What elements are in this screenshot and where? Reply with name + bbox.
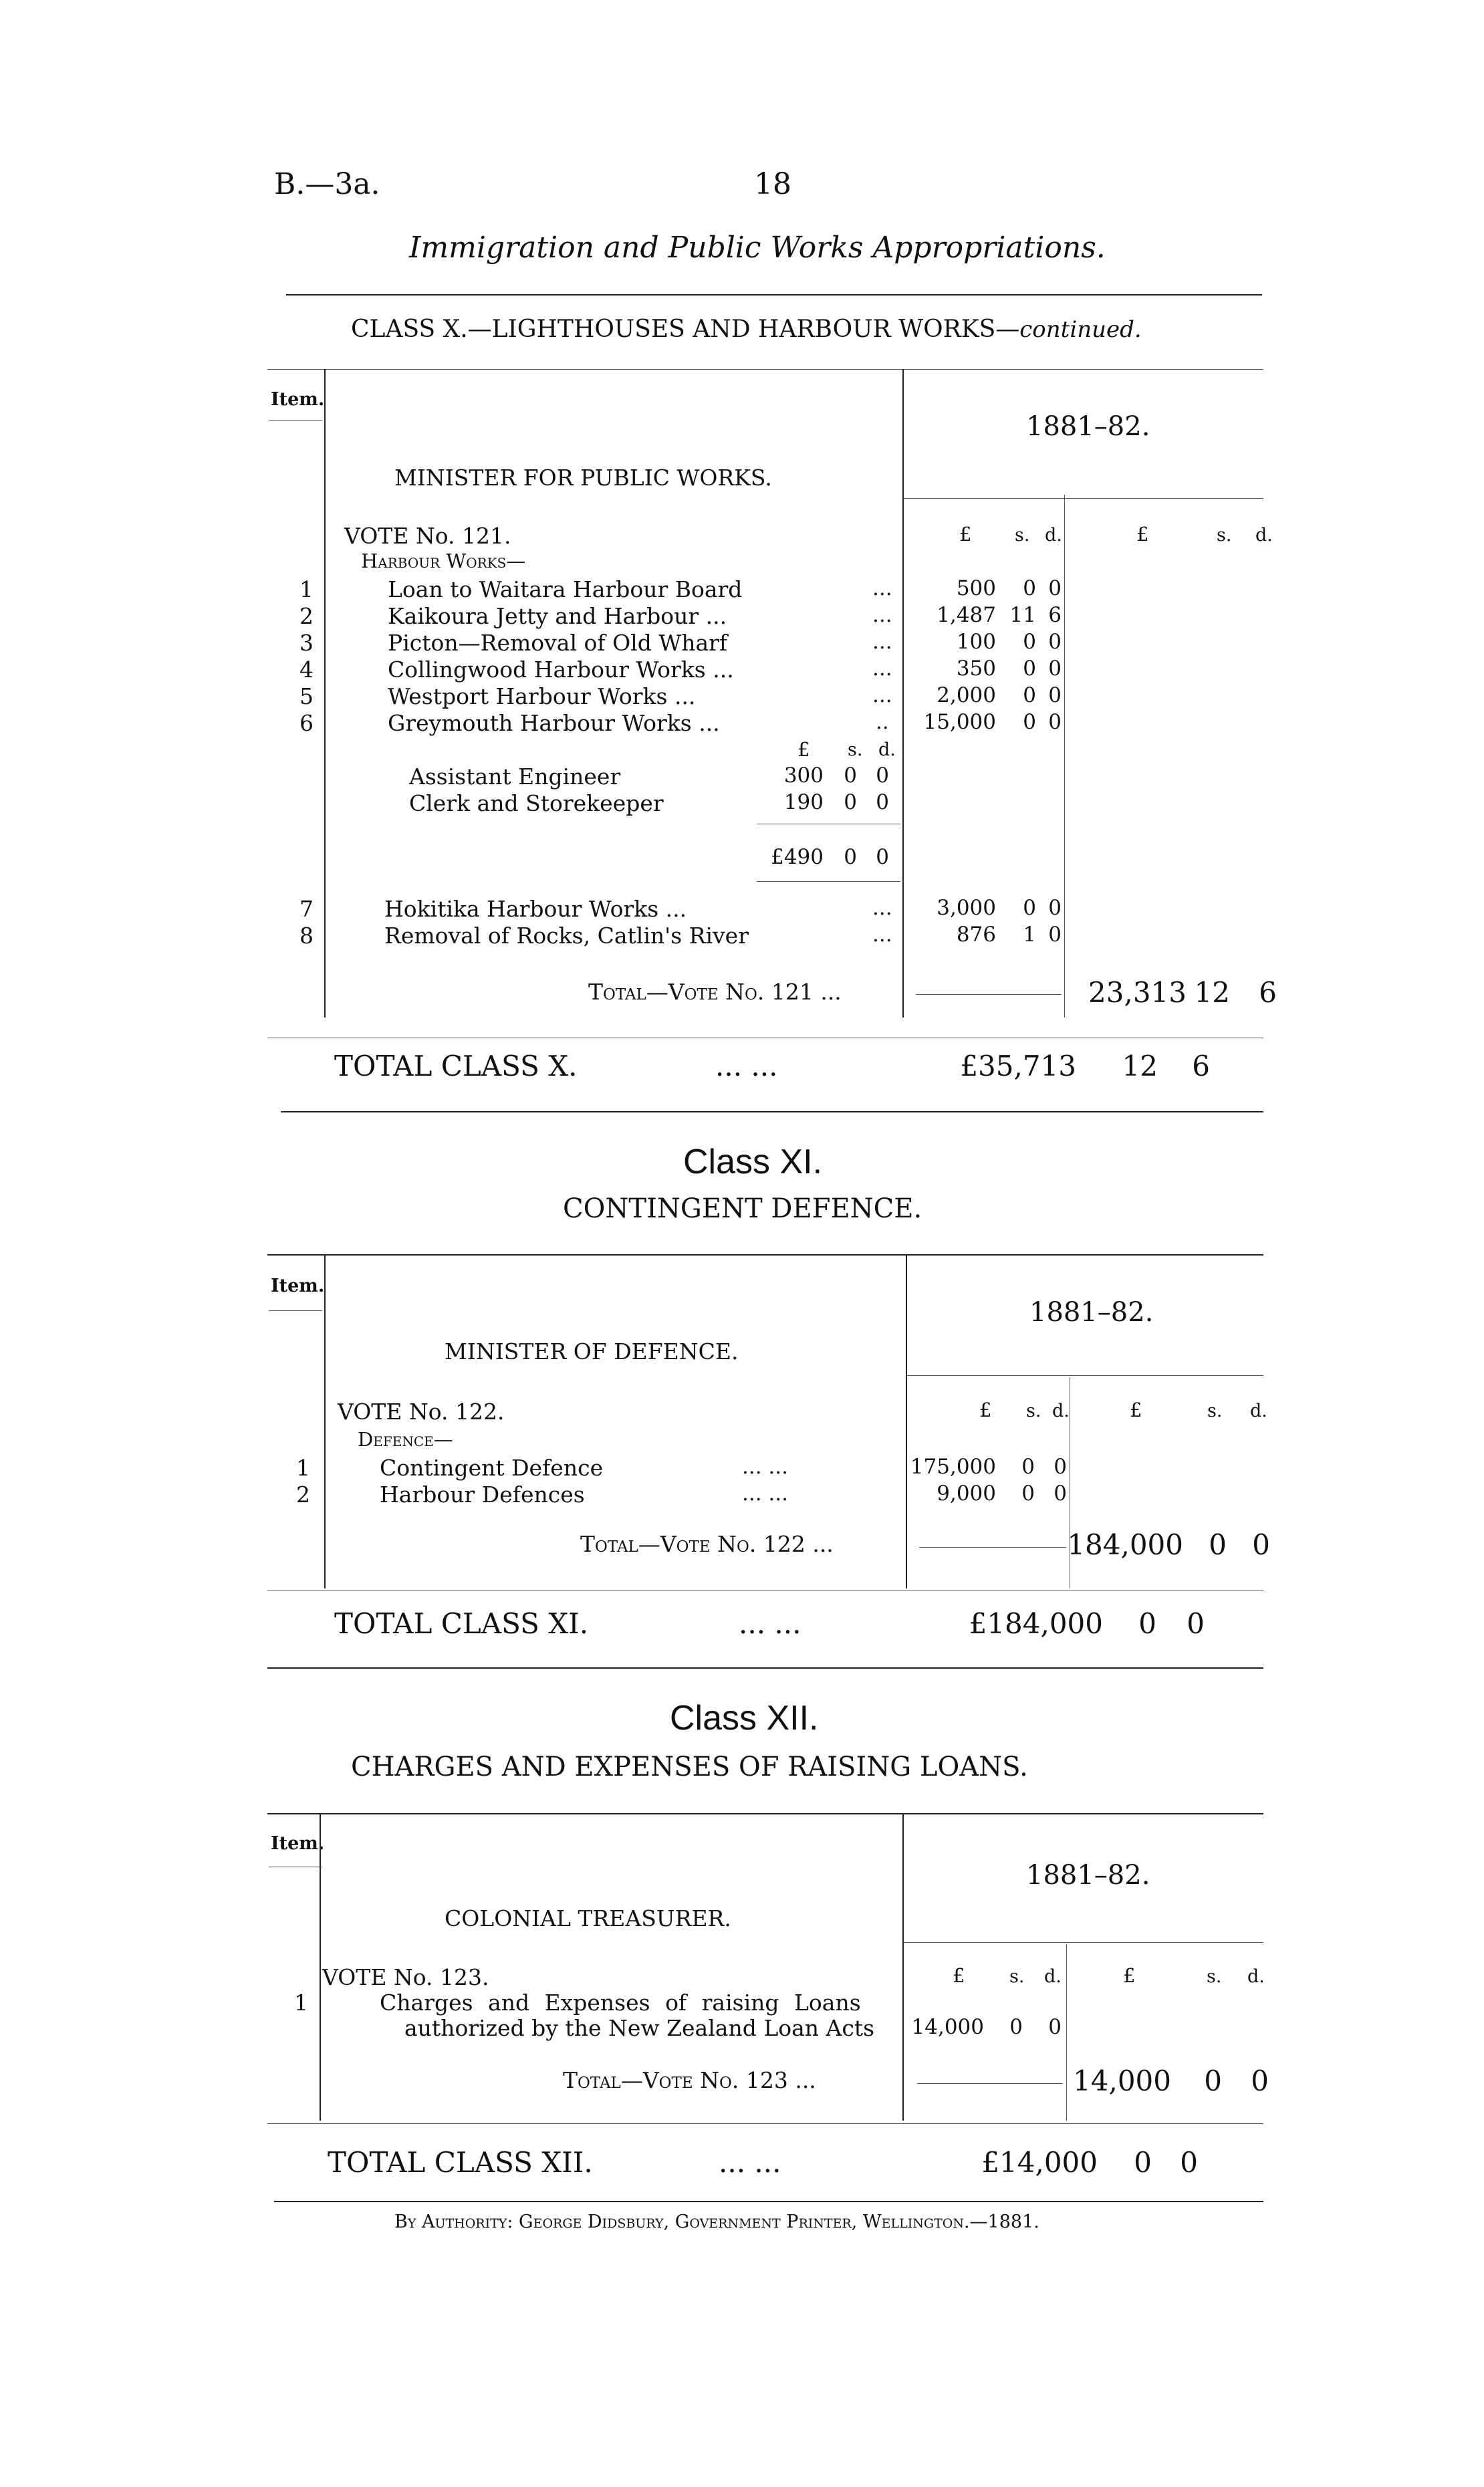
class-xi-table-top-rule <box>267 1254 1263 1256</box>
item-number: 7 <box>299 896 314 922</box>
class-x-col-pound: £ <box>959 523 972 546</box>
class-xii-col-pence-2: d. <box>1247 1966 1265 1987</box>
amount-pence: 6 <box>1048 603 1062 627</box>
class-x-vote-total-dash <box>916 994 1062 995</box>
class-x-col-shillings: s. <box>1015 525 1030 546</box>
amount-pence: 0 <box>1054 1482 1067 1506</box>
class-x-total-label: TOTAL CLASS X. <box>334 1050 578 1082</box>
item-number: 2 <box>299 603 314 629</box>
class-x-vote: VOTE No. 121. <box>344 523 511 549</box>
item-description: Contingent Defence <box>380 1455 604 1481</box>
class-xii-vote-total-shillings: 0 <box>1204 2064 1222 2097</box>
class-xii-desc-column-rule <box>902 1813 904 2121</box>
item-description: Picton—Removal of Old Wharf <box>388 630 728 656</box>
class-xii-subtitle: CHARGES AND EXPENSES OF RAISING LOANS. <box>351 1752 1028 1782</box>
amount-pounds: 3,000 <box>937 896 996 920</box>
subtable-pounds: 300 <box>783 763 824 788</box>
class-xi-vote-total-label: Total—Vote No. 122 ... <box>580 1531 834 1557</box>
item-leader-dots: ... <box>872 576 892 600</box>
amount-pence: 0 <box>1048 576 1062 600</box>
class-xi-col-pound: £ <box>979 1399 992 1421</box>
class-xii-total-label: TOTAL CLASS XII. <box>328 2146 593 2179</box>
amount-shillings: 1 <box>1023 923 1036 947</box>
class-xi-total-dots: ... ... <box>739 1607 801 1640</box>
amount-pounds: 350 <box>956 657 996 681</box>
item-description: Harbour Defences <box>380 1482 585 1508</box>
item-number: 1 <box>296 1455 310 1481</box>
class-xi-vote-total-pence: 0 <box>1252 1528 1270 1561</box>
class-x-minister: MINISTER FOR PUBLIC WORKS. <box>394 465 772 491</box>
amount-shillings: 0 <box>1023 576 1036 600</box>
subtable-pounds: 190 <box>783 790 824 814</box>
amount-shillings: 0 <box>1023 896 1036 920</box>
class-xii-total-pence: 0 <box>1180 2146 1198 2179</box>
amount-shillings: 0 <box>1023 657 1036 681</box>
class-xii-col-shillings: s. <box>1009 1966 1025 1987</box>
class-xi-subheading: Defence— <box>358 1428 453 1451</box>
class-x-total-pounds: £35,713 <box>960 1050 1076 1082</box>
amount-pounds: 2,000 <box>937 683 996 707</box>
amount-pounds: 100 <box>956 630 996 654</box>
class-x-heading-main: CLASS X.—LIGHTHOUSES AND HARBOUR WORKS— <box>351 316 1020 343</box>
amount-pence: 0 <box>1048 2015 1062 2039</box>
class-xii-col-pound-2: £ <box>1123 1964 1136 1987</box>
subtable-total-pence: 0 <box>876 845 889 869</box>
class-xii-vote-total-label: Total—Vote No. 123 ... <box>563 2067 816 2093</box>
item-leader-dots: .. <box>876 710 889 734</box>
class-xi-item-column-rule <box>324 1254 326 1588</box>
class-xi-year: 1881–82. <box>1029 1297 1154 1328</box>
class-xi-total-shillings: 0 <box>1138 1607 1156 1640</box>
amount-pence: 0 <box>1054 1455 1067 1479</box>
amount-pounds: 500 <box>956 576 996 600</box>
class-x-total-pence: 6 <box>1192 1050 1210 1082</box>
item-description: Loan to Waitara Harbour Board <box>388 576 743 602</box>
item-leader-dots: ... <box>872 657 892 681</box>
class-xi-total-pounds: £184,000 <box>969 1607 1103 1640</box>
item-description: Greymouth Harbour Works ... <box>388 710 720 736</box>
subtable-total-shillings: 0 <box>844 845 857 869</box>
page-number: 18 <box>754 167 791 201</box>
class-xii-vote: VOTE No. 123. <box>322 1964 489 1990</box>
item-leader-dots: ... ... <box>742 1482 788 1506</box>
item-leader-dots: ... <box>872 603 892 627</box>
subtable-label: Assistant Engineer <box>409 763 621 790</box>
subtable-shillings: 0 <box>844 763 857 788</box>
class-xii-table-top-rule <box>267 1813 1263 1814</box>
subtable-label: Clerk and Storekeeper <box>409 790 664 816</box>
class-x-total-shillings: 12 <box>1122 1050 1158 1082</box>
item-number: 1 <box>299 576 314 602</box>
class-x-heading <box>351 316 1142 343</box>
amount-pounds: 175,000 <box>910 1455 996 1479</box>
class-x-year: 1881–82. <box>1026 411 1150 442</box>
amount-shillings: 0 <box>1023 683 1036 707</box>
class-x-item-underline <box>269 420 322 421</box>
class-x-table-top-rule <box>267 369 1263 370</box>
class-x-total-dots: ... ... <box>715 1050 778 1082</box>
amount-pounds: 9,000 <box>937 1482 996 1506</box>
class-xi-col-pound-2: £ <box>1130 1399 1142 1421</box>
item-leader-dots: ... <box>872 630 892 654</box>
class-x-col-pound-2: £ <box>1136 523 1149 546</box>
class-xii-table-bottom-rule <box>267 2123 1263 2124</box>
class-xii-minister: COLONIAL TREASURER. <box>445 1905 731 1931</box>
item-description: Kaikoura Jetty and Harbour ... <box>388 603 727 629</box>
class-xi-subtitle: CONTINGENT DEFENCE. <box>563 1193 922 1224</box>
amount-pence: 0 <box>1048 683 1062 707</box>
class-xi-vote-total-shillings: 0 <box>1209 1528 1227 1561</box>
class-xi-vote: VOTE No. 122. <box>338 1399 505 1425</box>
class-xii-total-pounds: £14,000 <box>981 2146 1098 2179</box>
class-x-year-underline <box>904 498 1263 499</box>
class-xii-item-column-rule <box>320 1813 321 2121</box>
subtable-pence: 0 <box>876 790 889 814</box>
class-x-vote-total-pence: 6 <box>1259 976 1277 1009</box>
amount-shillings: 0 <box>1009 2015 1023 2039</box>
page-title: Immigration and Public Works Appropriations. <box>409 231 1106 265</box>
item-number: 8 <box>299 923 314 949</box>
item-description: Westport Harbour Works ... <box>388 683 696 709</box>
class-x-heading-continued: continued. <box>1019 316 1142 343</box>
item-number: 5 <box>299 683 314 709</box>
class-x-col-shillings-2: s. <box>1217 525 1232 546</box>
class-xii-total-shillings: 0 <box>1134 2146 1152 2179</box>
class-xii-col-pound: £ <box>953 1964 965 1987</box>
page-reference: B.—3a. <box>274 167 380 201</box>
amount-pence: 0 <box>1048 630 1062 654</box>
subtable-total-pounds: £490 <box>771 845 824 869</box>
printer-imprint: By Authority: George Didsbury, Government Printer, Wellington.—1881. <box>394 2212 1039 2232</box>
class-xi-vote-total-dash <box>919 1547 1066 1548</box>
class-x-col-pence-2: d. <box>1255 525 1273 546</box>
amount-pence: 0 <box>1048 710 1062 734</box>
class-xi-end-rule <box>267 1667 1263 1669</box>
class-x-vote-total-shillings: 12 <box>1194 976 1230 1009</box>
amount-shillings: 0 <box>1021 1482 1035 1506</box>
amount-pence: 0 <box>1048 896 1062 920</box>
subtable-bottom-rule <box>757 881 900 882</box>
class-x-item-column-rule <box>324 369 326 1018</box>
class-x-vote-total-label: Total—Vote No. 121 ... <box>588 979 842 1005</box>
class-x-end-rule <box>281 1111 1263 1112</box>
subtable-col-shillings: s. <box>848 739 863 760</box>
amount-pence: 0 <box>1048 923 1062 947</box>
subtable-pence: 0 <box>876 763 889 788</box>
item-description: Removal of Rocks, Catlin's River <box>384 923 749 949</box>
class-xi-desc-column-rule <box>906 1254 907 1588</box>
class-xi-title: Class XI. <box>683 1143 823 1181</box>
class-xi-col-pence-2: d. <box>1250 1401 1267 1421</box>
class-xii-year-underline <box>904 1942 1263 1943</box>
class-xi-item-label: Item. <box>271 1276 325 1296</box>
item-number: 4 <box>299 657 314 683</box>
item-number: 2 <box>296 1482 310 1508</box>
class-xii-title: Class XII. <box>670 1699 819 1738</box>
item-number: 1 <box>294 1990 308 2016</box>
amount-pounds: 876 <box>956 923 996 947</box>
item-leader-dots: ... ... <box>742 1455 788 1479</box>
class-xii-end-rule <box>274 2201 1263 2202</box>
item-description-line-2: authorized by the New Zealand Loan Acts <box>404 2015 875 2041</box>
class-xi-col-shillings-2: s. <box>1207 1401 1223 1421</box>
amount-pounds: 15,000 <box>923 710 996 734</box>
class-x-col-pence: d. <box>1045 525 1062 546</box>
class-xi-total-pence: 0 <box>1187 1607 1205 1640</box>
class-xi-total-label: TOTAL CLASS XI. <box>334 1607 589 1640</box>
subtable-col-pound: £ <box>797 738 810 761</box>
class-xi-year-underline <box>907 1375 1263 1376</box>
class-xii-total-dots: ... ... <box>719 2146 781 2179</box>
class-x-vote-total-pounds: 23,313 <box>1088 976 1187 1009</box>
class-xii-item-label: Item. <box>271 1833 325 1854</box>
class-xii-col-pence: d. <box>1044 1966 1062 1987</box>
class-xii-vote-total-dash <box>917 2083 1063 2084</box>
item-number: 6 <box>299 710 314 736</box>
class-xii-year: 1881–82. <box>1026 1860 1150 1891</box>
class-x-subheading: Harbour Works— <box>361 550 526 572</box>
amount-shillings: 11 <box>1009 603 1036 627</box>
item-leader-dots: ... <box>872 896 892 920</box>
class-xii-col-shillings-2: s. <box>1207 1966 1222 1987</box>
amount-shillings: 0 <box>1023 630 1036 654</box>
item-leader-dots: ... <box>872 923 892 947</box>
amount-pounds: 1,487 <box>937 603 996 627</box>
class-x-amount-divider <box>1064 495 1065 1018</box>
class-xi-minister: MINISTER OF DEFENCE. <box>445 1338 739 1365</box>
class-xi-vote-total-pounds: 184,000 <box>1067 1528 1183 1561</box>
amount-shillings: 0 <box>1023 710 1036 734</box>
item-leader-dots: ... <box>872 683 892 707</box>
item-description-line-1: Charges and Expenses of raising Loans <box>380 1990 861 2016</box>
subtable-shillings: 0 <box>844 790 857 814</box>
class-xi-item-underline <box>269 1310 322 1311</box>
item-description: Collingwood Harbour Works ... <box>388 657 734 683</box>
subtable-col-pence: d. <box>878 739 896 760</box>
class-xii-vote-total-pounds: 14,000 <box>1073 2064 1171 2097</box>
class-xii-vote-total-pence: 0 <box>1251 2064 1269 2097</box>
title-rule <box>286 294 1262 295</box>
item-number: 3 <box>299 630 314 656</box>
amount-shillings: 0 <box>1021 1455 1035 1479</box>
class-x-desc-column-rule <box>902 369 904 1018</box>
class-xi-col-pence: d. <box>1052 1401 1070 1421</box>
class-x-item-label: Item. <box>271 389 325 410</box>
amount-pounds: 14,000 <box>911 2015 984 2039</box>
class-xii-amount-divider <box>1066 1944 1067 2121</box>
class-xi-col-shillings: s. <box>1026 1401 1041 1421</box>
amount-pence: 0 <box>1048 657 1062 681</box>
item-description: Hokitika Harbour Works ... <box>384 896 687 922</box>
